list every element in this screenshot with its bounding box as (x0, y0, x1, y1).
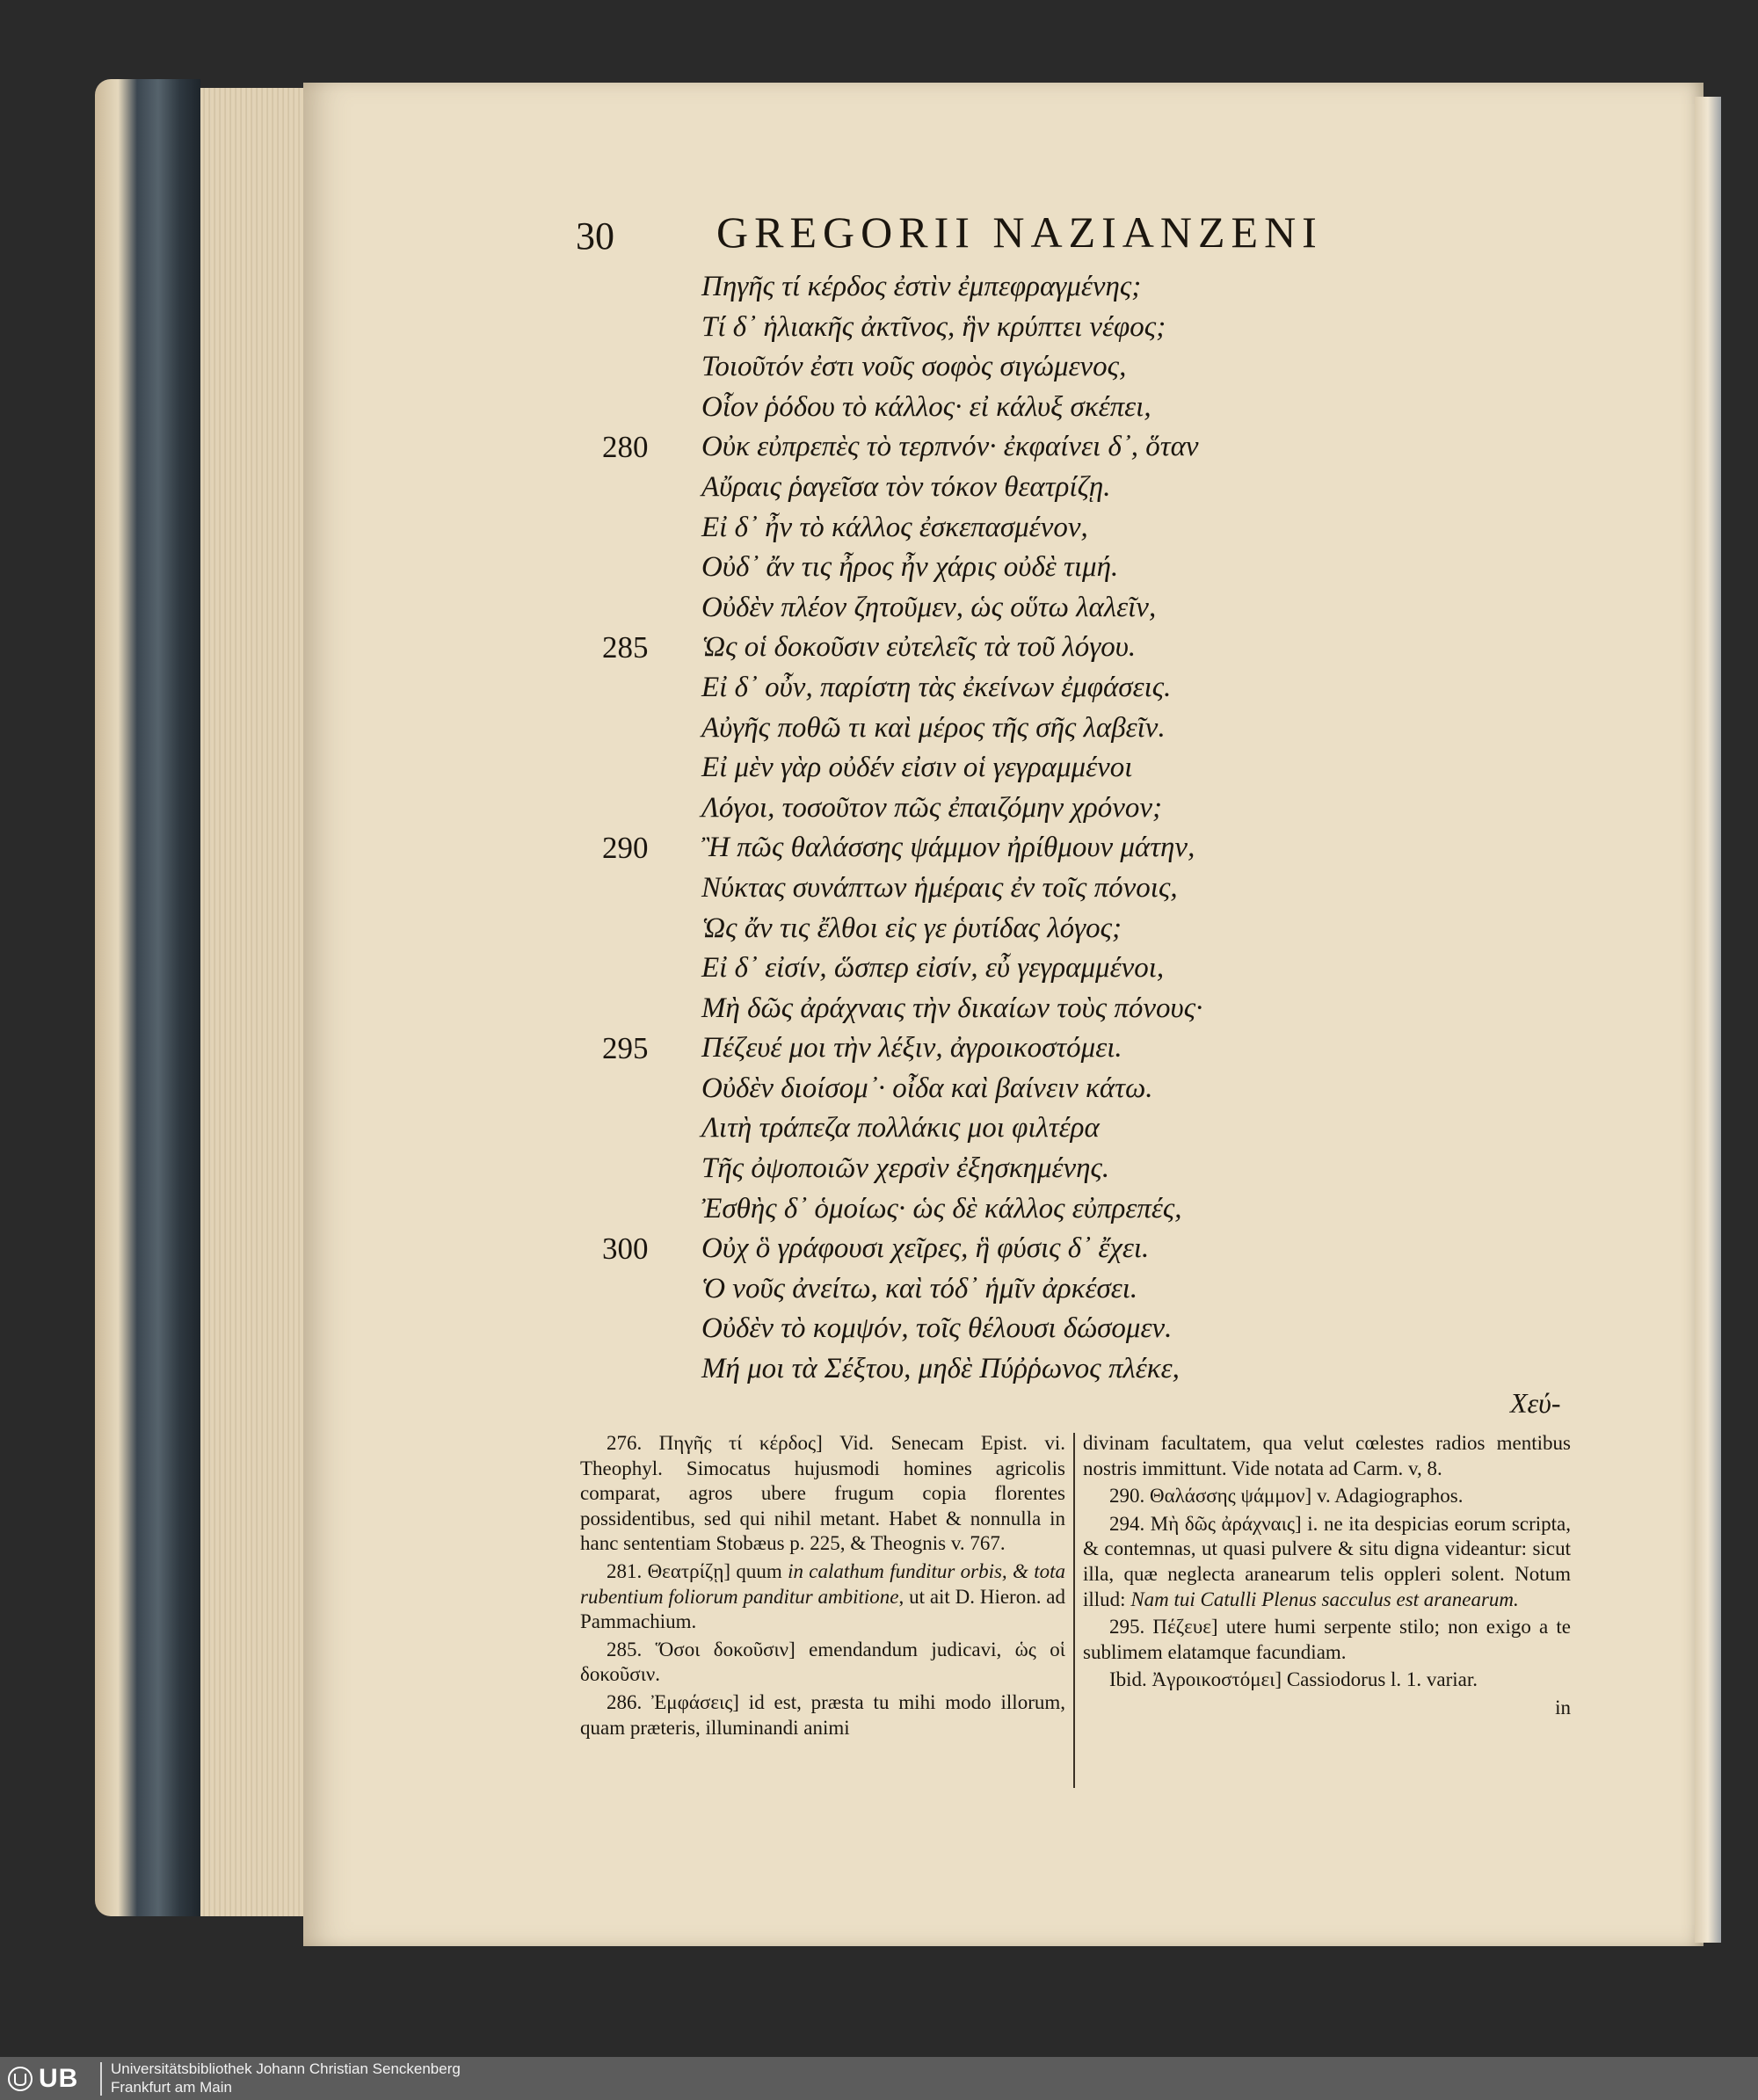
verse-line (602, 1108, 1674, 1149)
verse-text: Λιτὴ τράπεζα πολλάκις μοι φιλτέρα (701, 1112, 1100, 1144)
catchword: Χεύ- (1510, 1387, 1561, 1419)
footnote-quotation: Nam tui Catulli Plenus sacculus est aranearum. (1130, 1588, 1519, 1610)
verse-text: Μή μοι τὰ Σέξτου, μηδὲ Πύῤῥωνος πλέκε, (701, 1353, 1180, 1385)
library-name-line1: Universitätsbibliothek Johann Christian Senckenberg (111, 2060, 461, 2077)
verse-line (602, 1069, 1674, 1109)
footnote (1083, 1615, 1571, 1665)
footnote-text: Vid. Senecam Epist. vi. Theophyl. Simocatus hujusmodi homines agricolis comparat, agros ubere frugum copia florentes possidentibus, sed qui nihil metant. Habet & nonnulla in hanc sententiam Stobæus p. 225, & Theognis v. 767. (580, 1432, 1065, 1555)
verse-text: Μὴ δῶς ἀράχναις τὴν δικαίων τοὺς πόνους· (701, 992, 1203, 1024)
verse-line (602, 388, 1674, 428)
library-name-line2: Frankfurt am Main (111, 2079, 232, 2096)
verse-text: Οὐδὲν τὸ κομψόν, τοῖς θέλουσι δώσομεν. (701, 1312, 1173, 1345)
verse-text: Ὡς οἱ δοκοῦσιν εὐτελεῖς τὰ τοῦ λόγου. (701, 631, 1137, 664)
verse-line (602, 1269, 1674, 1310)
verse-line (602, 427, 1674, 468)
footnote (1083, 1512, 1571, 1612)
footnote-ref: 294. Μὴ δῶς ἀράχναις] (1109, 1512, 1302, 1535)
verse-text: Τῆς ὀψοποιῶν χερσὶν ἐξησκημένης. (701, 1152, 1110, 1185)
verse-text: Εἰ μὲν γὰρ οὐδέν εἰσιν οἱ γεγραμμένοι (701, 752, 1133, 784)
verse-line (602, 308, 1674, 348)
library-name (111, 2060, 461, 2096)
verse-text: Νύκτας συνάπτων ἡμέραις ἐν τοῖς πόνοις, (701, 871, 1178, 904)
footnote-text: emendandum judicavi, ὡς οἱ δοκοῦσιν. (580, 1638, 1065, 1686)
verse-text: Πηγῆς τί κέρδος ἐστὶν ἐμπεφραγμένης; (701, 271, 1142, 302)
column-divider (1073, 1433, 1075, 1788)
verse-text: Ὁ νοῦς ἀνείτω, καὶ τόδ᾽ ἡμῖν ἀρκέσει. (701, 1272, 1138, 1304)
verse-line (602, 267, 1674, 308)
verse-line (602, 1349, 1674, 1390)
verse-line (602, 508, 1674, 549)
page-stack-edges (200, 88, 315, 1916)
footnote-ref: 276. Πηγῆς τί κέρδος] (607, 1432, 823, 1454)
footnote (580, 1559, 1065, 1635)
verse-line (602, 788, 1674, 829)
verse-line (602, 628, 1674, 668)
verse-line (602, 548, 1674, 588)
verse-text: Οὐδὲν πλέον ζητοῦμεν, ὡς οὕτω λαλεῖν, (701, 591, 1157, 623)
footnote-text-tail: , ut ait D. Hieron. ad Pammachium. (580, 1585, 1066, 1633)
verse-text: Οὐδὲν διοίσομ᾽· οἶδα καὶ βαίνειν κάτω. (701, 1072, 1153, 1104)
footnote-text: divinam facultatem, qua velut cœlestes radios mentibus nostris immittunt. Vide notata ad Carm. v, 8. (1083, 1432, 1571, 1479)
verse-text: Οὐκ εὐπρεπὲς τὸ τερπνόν· ἐκφαίνει δ᾽, ὅταν (701, 431, 1199, 463)
verse-text: Οἷον ῥόδου τὸ κάλλος· εἰ κάλυξ σκέπει, (701, 390, 1151, 423)
footnote (580, 1690, 1065, 1740)
verse-text: Αὐγῆς ποθῶ τι καὶ μέρος τῆς σῆς λαβεῖν. (701, 711, 1166, 744)
footnote-text: v. Adagiographos. (1311, 1485, 1464, 1508)
footnotes-left-column (580, 1431, 1065, 1743)
footnote-text: i. ne ita despicias eorum scripta, & contemnas, ut quasi pulvere & situ digna videantur: sicut illa, quæ neglecta aranearum telis oppleri solent. Notum illud: (1083, 1512, 1571, 1610)
verse-line (602, 828, 1674, 868)
verse-text: Ἐσθὴς δ᾽ ὁμοίως· ὡς δὲ κάλλος εὐπρεπές, (701, 1192, 1182, 1224)
verse-number: 295 (602, 1031, 649, 1066)
verse-text: Εἰ δ᾽ ἦν τὸ κάλλος ἐσκεπασμένον, (701, 511, 1088, 543)
greek-verse-block (602, 267, 1674, 1390)
verse-text: Ἢ πῶς θαλάσσης ψάμμον ἠρίθμουν μάτην, (701, 832, 1195, 864)
footnote (580, 1431, 1065, 1557)
facing-page-edge (1695, 97, 1721, 1943)
verse-line (602, 948, 1674, 989)
verse-text: Λόγοι, τοσοῦτον πῶς ἐπαιζόμην χρόνον; (701, 791, 1162, 824)
verse-text: Οὐχ ὃ γράφουσι χεῖρες, ἣ φύσις δ᾽ ἔχει. (701, 1232, 1150, 1265)
footnote (1083, 1668, 1571, 1693)
footnote-catchword: in (1555, 1696, 1571, 1719)
verse-number: 290 (602, 831, 649, 866)
library-footer-bar (0, 2057, 1758, 2100)
footnote-ref: Ibid. Ἀγροικοστόμει] (1109, 1668, 1282, 1691)
footnote (1083, 1484, 1571, 1509)
verse-line (602, 1149, 1674, 1189)
footnote-ref: 290. Θαλάσσης ψάμμον] (1109, 1485, 1312, 1508)
verse-line (602, 708, 1674, 749)
verse-line (602, 1309, 1674, 1349)
footnote (580, 1638, 1065, 1688)
verse-line (602, 347, 1674, 388)
footnotes-right-column (1083, 1431, 1571, 1721)
footnote-ref: 286. Ἐμφάσεις] (607, 1690, 739, 1713)
verse-line (602, 1028, 1674, 1069)
footnote-text: utere humi serpente stilo; non exigo a te sublimem elatamque facundiam. (1083, 1616, 1572, 1663)
footer-separator (100, 2062, 102, 2096)
page-number: 30 (576, 214, 614, 258)
book-spine-edge (95, 79, 200, 1916)
verse-number: 300 (602, 1232, 649, 1267)
verse-text: Τοιοῦτόν ἐστι νοῦς σοφὸς σιγώμενος, (701, 351, 1127, 383)
verse-number: 280 (602, 430, 649, 465)
footnote-ref: 295. Πέζευε] (1109, 1616, 1218, 1639)
verse-line (602, 588, 1674, 629)
verse-text: Εἰ δ᾽ οὖν, παρίστη τὰς ἐκείνων ἐμφάσεις. (701, 671, 1172, 703)
verse-line (602, 468, 1674, 508)
verse-line (602, 868, 1674, 909)
footnote-ref: 285. Ὅσοι δοκοῦσιν] (607, 1638, 795, 1660)
verse-number: 285 (602, 630, 649, 665)
verse-text: Τί δ᾽ ἡλιακῆς ἀκτῖνος, ἣν κρύπτει νέφος; (701, 310, 1166, 343)
ub-logo-text: UB (39, 2063, 79, 2093)
verse-line (602, 989, 1674, 1029)
footnote-text: quum (730, 1559, 788, 1582)
verse-line (602, 748, 1674, 788)
ub-crest-icon (7, 2066, 33, 2092)
verse-line (602, 1229, 1674, 1269)
verse-text: Ὡς ἄν τις ἔλθοι εἰς γε ῥυτίδας λόγος; (701, 912, 1122, 944)
footnote-ref: 281. Θεατρίζῃ] (607, 1559, 731, 1582)
verse-line (602, 668, 1674, 708)
footnote-quotation: in calathum funditur orbis, & tota rubentium foliorum panditur ambitione (580, 1559, 1066, 1608)
footnote (1083, 1431, 1571, 1481)
verse-line (602, 1189, 1674, 1230)
footnote-text: id est, præsta tu mihi modo illorum, quam præteris, illuminandi animi (580, 1690, 1065, 1739)
ub-logo (0, 2057, 98, 2100)
verse-text: Εἰ δ᾽ εἰσίν, ὥσπερ εἰσίν, εὖ γεγραμμένοι, (701, 952, 1165, 985)
running-title: GREGORII NAZIANZENI (716, 207, 1323, 257)
verse-text: Πέζευέ μοι τὴν λέξιν, ἀγροικοστόμει. (701, 1032, 1122, 1065)
verse-line (602, 909, 1674, 949)
running-head (576, 207, 1534, 268)
verse-text: Αὔραις ῥαγεῖσα τὸν τόκον θεατρίζῃ. (701, 470, 1111, 503)
verse-text: Οὐδ᾽ ἄν τις ἦρος ἦν χάρις οὐδὲ τιμή. (701, 551, 1119, 584)
footnote-text: Cassiodorus l. 1. variar. (1282, 1668, 1478, 1691)
